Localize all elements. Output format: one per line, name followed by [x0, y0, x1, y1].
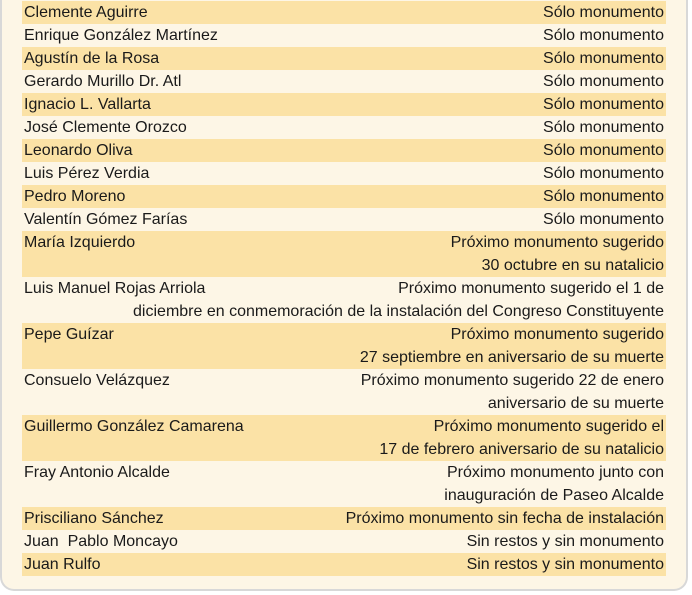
monument-status-line1: Próximo monumento sugerido el: [286, 415, 666, 438]
table-row: [22, 47, 666, 70]
table-row: [22, 24, 666, 47]
monument-status: Sólo monumento: [286, 1, 666, 24]
honoree-name: Guillermo González Camarena: [22, 415, 286, 438]
table-row: [22, 231, 666, 254]
table-row: [22, 369, 666, 392]
table-row: [22, 346, 666, 369]
honoree-name: Pedro Moreno: [22, 185, 286, 208]
honoree-name: José Clemente Orozco: [24, 119, 187, 136]
monument-status-line1: Próximo monumento sugerido 22 de enero: [360, 372, 664, 389]
monument-status: Sólo monumento: [286, 185, 666, 208]
monument-status: Próximo monumento sin fecha de instalación: [286, 507, 666, 530]
table-row: [22, 530, 666, 553]
table-row: [22, 208, 666, 231]
monument-status: Sólo monumento: [543, 211, 664, 228]
honoree-name: Valentín Gómez Farías: [24, 211, 188, 228]
honoree-name: Ignacio L. Vallarta: [22, 93, 286, 116]
table-row: [22, 507, 666, 530]
monument-status: Sólo monumento: [543, 73, 664, 90]
monument-status-line2: 30 octubre en su natalicio: [286, 254, 666, 277]
table-row: [22, 162, 666, 185]
table-row: [22, 323, 666, 346]
table-row: [22, 553, 666, 576]
honoree-name: Fray Antonio Alcalde: [24, 464, 170, 481]
monument-status-line1: Próximo monumento sugerido: [286, 323, 666, 346]
table-row: [22, 438, 666, 461]
monument-status-line2: inauguración de Paseo Alcalde: [444, 487, 664, 504]
monument-status-line2: 27 septiembre en aniversario de su muerte: [286, 346, 666, 369]
monument-status: Sólo monumento: [543, 119, 664, 136]
table-row: [22, 139, 666, 162]
table-row: [22, 1, 666, 24]
table-row: [22, 461, 666, 484]
honoree-name: Gerardo Murillo Dr. Atl: [24, 73, 182, 90]
honorees-table: [22, 1, 666, 576]
honoree-name: Pepe Guízar: [22, 323, 286, 346]
honoree-name: Luis Manuel Rojas Arriola: [24, 280, 206, 297]
table-row: [22, 484, 666, 507]
table-row: [22, 93, 666, 116]
table-row: [22, 392, 666, 415]
table-row: [22, 300, 666, 323]
table-row: [22, 277, 666, 300]
monument-status-line2: aniversario de su muerte: [487, 395, 664, 412]
honoree-name: María Izquierdo: [22, 231, 286, 254]
table-row: [22, 70, 666, 93]
monument-status: Sólo monumento: [543, 27, 664, 44]
monument-status-line1: Próximo monumento sugerido: [286, 231, 666, 254]
honoree-name: Agustín de la Rosa: [22, 47, 286, 70]
monument-status-line2: diciembre en conmemoración de la instalación del Congreso Constituyente: [133, 303, 664, 320]
table-row: [22, 185, 666, 208]
honoree-name: Luis Pérez Verdia: [24, 165, 150, 182]
honoree-name: Consuelo Velázquez: [24, 372, 170, 389]
monument-status-line2: 17 de febrero aniversario de su natalicio: [286, 438, 666, 461]
honoree-name: Juan Rulfo: [22, 553, 286, 576]
honoree-name: Enrique González Martínez: [24, 27, 218, 44]
monument-status: Sólo monumento: [543, 165, 664, 182]
monument-status: Sólo monumento: [286, 47, 666, 70]
monument-status-line1: Próximo monumento sugerido el 1 de: [398, 280, 664, 297]
table-row: [22, 415, 666, 438]
table-row: [22, 254, 666, 277]
honoree-name: Clemente Aguirre: [22, 1, 286, 24]
monument-status: Sólo monumento: [286, 93, 666, 116]
monument-status: Sin restos y sin monumento: [286, 553, 666, 576]
monument-status: Sólo monumento: [286, 139, 666, 162]
monument-status-line1: Próximo monumento junto con: [447, 464, 664, 481]
honoree-name: Leonardo Oliva: [22, 139, 286, 162]
honoree-name: Prisciliano Sánchez: [22, 507, 286, 530]
honoree-name: Juan Pablo Moncayo: [24, 533, 178, 550]
monument-status: Sin restos y sin monumento: [466, 533, 664, 550]
table-row: [22, 116, 666, 139]
